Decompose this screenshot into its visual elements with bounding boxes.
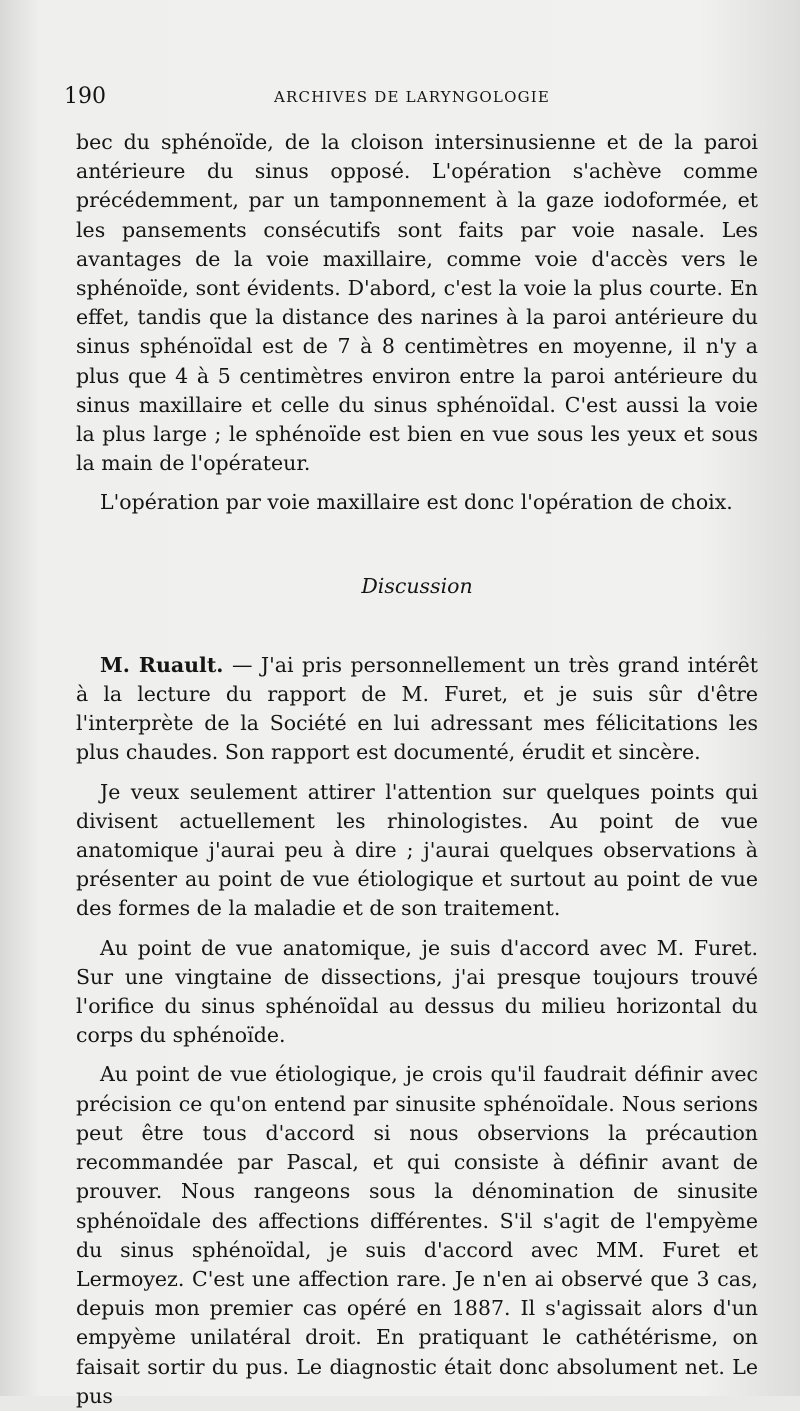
discussion-paragraph: Au point de vue anatomique, je suis d'accord avec M. Furet. Sur une vingtaine de dissections, j'ai presque toujours trouvé l'orifice du sinus sphénoïdal au dessus du milieu horizontal du corps du sphénoïde.	[76, 935, 758, 1048]
page-header	[64, 84, 764, 118]
paragraph-conclusion: L'opération par voie maxillaire est donc l'opération de choix.	[100, 490, 733, 515]
section-heading: Discussion	[361, 573, 473, 598]
running-title: ARCHIVES DE LARYNGOLOGIE	[274, 88, 551, 106]
speaker-name: M. Ruault.	[100, 652, 224, 677]
discussion-paragraph: Au point de vue étiologique, je crois qu'il faudrait définir avec précision ce qu'on entend par sinusite sphénoïdale. Nous serions peut être tous d'accord si nous observions la précaution recommandée par Pascal, et qui consiste à définir avant de prouver. Nous rangeons sous la dénomination de sinusite sphénoïdale des affections différentes. S'il s'agit de l'empyème du sinus sphénoïdal, je suis d'accord avec MM. Furet et Lermoyez. C'est une affection rare. Je n'en ai observé que 3 cas, depuis mon premier cas opéré en 1887. Il s'agissait alors d'un empyème unilatéral droit. En pratiquant le cathétérisme, on faisait sortir du pus. Le diagnostic était donc absolument net. Le pus	[76, 1062, 758, 1408]
page-body	[76, 128, 758, 1411]
discussion-paragraph: Je veux seulement attirer l'attention sur quelques points qui divisent actuellement les rhinologistes. Au point de vue anatomique j'aurai peu à dire ; j'aurai quelques observations à présenter au point de vue étiologique et surtout au point de vue des formes de la maladie et de son traitement.	[76, 779, 758, 921]
paragraph-continuation: bec du sphénoïde, de la cloison intersinusienne et de la paroi antérieure du sinus opposé. L'opération s'achève comme précédemment, par un tamponnement à la gaze iodoformée, et les pansements consécutifs sont faits par voie nasale. Les avantages de la voie maxillaire, comme voie d'accès vers le sphénoïde, sont évidents. D'abord, c'est la voie la plus courte. En effet, tandis que la distance des narines à la paroi antérieure du sinus sphénoïdal est de 7 à 8 centimètres en moyenne, il n'y a plus que 4 à 5 centimètres environ entre la paroi antérieure du sinus maxillaire et celle du sinus sphénoïdal. C'est aussi la voie la plus large ; le sphénoïde est bien en vue sous les yeux et sous la main de l'opérateur.	[76, 130, 758, 476]
page-number: 190	[64, 84, 106, 109]
discussion-paragraph	[76, 651, 758, 768]
speaker-text: — J'ai pris personnellement un très grand intérêt à la lecture du rapport de M. Furet, et je suis sûr d'être l'interprète de la Société en lui adressant mes félicitations les plus chaudes. Son rapport est documenté, érudit et sincère.	[76, 652, 758, 765]
